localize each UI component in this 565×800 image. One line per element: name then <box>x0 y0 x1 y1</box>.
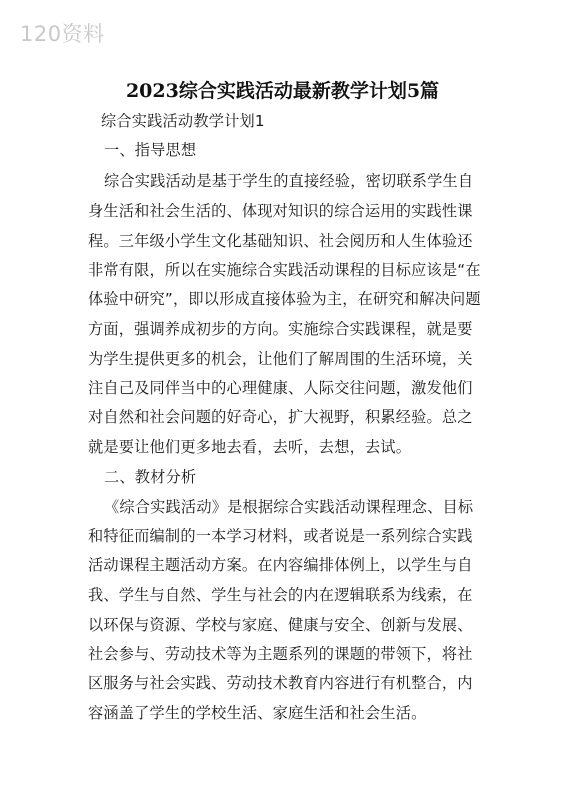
section-heading-guiding-ideology: 一、指导思想 <box>104 141 197 159</box>
paragraph-line: 容涵盖了学生的学校生活、家庭生活和社会生活。 <box>88 704 427 722</box>
paragraph-line: 综合实践活动是基于学生的直接经验，密切联系学生自 <box>104 172 474 190</box>
document-title: 2023综合实践活动最新教学计划5篇 <box>125 80 440 102</box>
paragraph-line: 以环保与资源、学校与家庭、健康与安全、创新与发展、 <box>88 616 473 634</box>
paragraph-line: 和特征而编制的一本学习材料，或者说是一系列综合实践 <box>88 527 473 545</box>
paragraph-line: 程。三年级小学生文化基础知识、社会阅历和人生体验还 <box>88 232 473 250</box>
paragraph-line: 对自然和社会问题的好奇心，扩大视野，积累经验。总之 <box>88 408 473 426</box>
paragraph-line: 非常有限，所以在实施综合实践活动课程的目标应该是“在 <box>88 261 481 279</box>
watermark: 120资料 <box>20 22 105 46</box>
paragraph-line: 就是要让他们更多地去看，去听，去想，去试。 <box>88 438 412 456</box>
paragraph-line: 《综合实践活动》是根据综合实践活动课程理念、目标 <box>104 498 474 516</box>
paragraph-line: 体验中研究”，即以形成直接体验为主，在研究和解决问题 <box>88 290 481 308</box>
paragraph-line: 身生活和社会生活的、体现对知识的综合运用的实践性课 <box>88 202 473 220</box>
paragraph-line: 方面，强调养成初步的方向。实施综合实践课程，就是要 <box>88 320 473 338</box>
paragraph-line: 我、学生与自然、学生与社会的内在逻辑联系为线索，在 <box>88 586 473 604</box>
paragraph-line: 活动课程主题活动方案。在内容编排体例上，以学生与自 <box>88 556 473 574</box>
paragraph-line: 注自己及同伴当中的心理健康、人际交往问题，激发他们 <box>88 379 473 397</box>
section-heading-textbook-analysis: 二、教材分析 <box>104 468 197 486</box>
paragraph-line: 区服务与社会实践、劳动技术教育内容进行有机整合，内 <box>88 674 473 692</box>
paragraph-line: 社会参与、劳动技术等为主题系列的课题的带领下，将社 <box>88 645 473 663</box>
paragraph-line: 为学生提供更多的机会，让他们了解周围的生活环境，关 <box>88 350 473 368</box>
plan-subtitle: 综合实践活动教学计划1 <box>101 112 265 130</box>
